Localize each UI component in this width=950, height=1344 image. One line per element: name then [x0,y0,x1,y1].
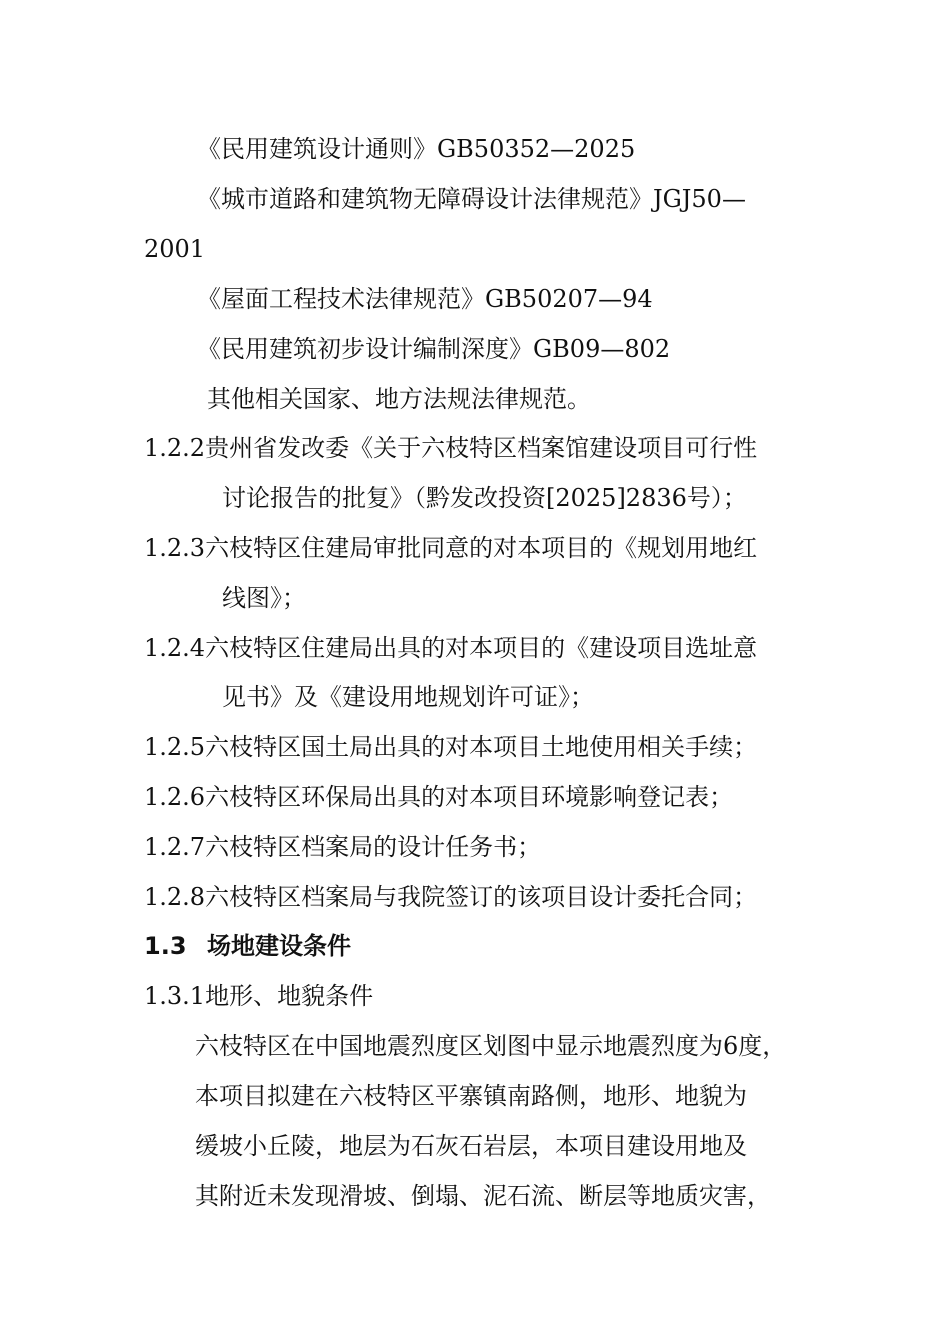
list-item: 1.2.4六枝特区住建局出具的对本项目的《建设项目选址意 [144,634,758,662]
list-item: 1.2.2贵州省发改委《关于六枝特区档案馆建设项目可行性 [144,434,758,462]
section-number: 1.3 [144,932,187,960]
section-title: 场地建设条件 [207,932,351,960]
list-item: 1.2.6六枝特区环保局出具的对本项目环境影响登记表； [144,783,734,811]
reference-line: 《城市道路和建筑物无障碍设计法律规范》JGJ50— [197,185,746,213]
reference-line: 《屋面工程技术法律规范》GB50207—94 [197,285,653,313]
reference-line: 《民用建筑设计通则》GB50352—2025 [197,135,636,163]
subsection-title: 1.3.1地形、地貌条件 [144,982,374,1010]
list-item-continued: 线图》； [222,584,306,612]
paragraph-line: 其附近未发现滑坡、倒塌、泥石流、断层等地质灾害， [195,1182,771,1210]
list-item: 1.2.5六枝特区国土局出具的对本项目土地使用相关手续； [144,733,758,761]
list-item: 1.2.8六枝特区档案局与我院签订的该项目设计委托合同； [144,883,758,911]
list-item-continued: 见书》及《建设用地规划许可证》； [222,683,594,711]
reference-line-continued: 2001 [144,235,206,263]
reference-line: 《民用建筑初步设计编制深度》GB09—802 [197,335,671,363]
list-item: 1.2.7六枝特区档案局的设计任务书； [144,833,542,861]
list-item: 1.2.3六枝特区住建局审批同意的对本项目的《规划用地红 [144,534,758,562]
paragraph-line: 六枝特区在中国地震烈度区划图中显示地震烈度为6度， [195,1032,787,1060]
reference-line: 其他相关国家、地方法规法律规范。 [207,385,591,413]
list-item-continued: 讨论报告的批复》（黔发改投资[2025]2836号）； [222,484,747,512]
paragraph-line: 缓坡小丘陵，地层为石灰石岩层，本项目建设用地及 [195,1132,747,1160]
paragraph-line: 本项目拟建在六枝特区平寨镇南路侧，地形、地貌为 [195,1082,747,1110]
